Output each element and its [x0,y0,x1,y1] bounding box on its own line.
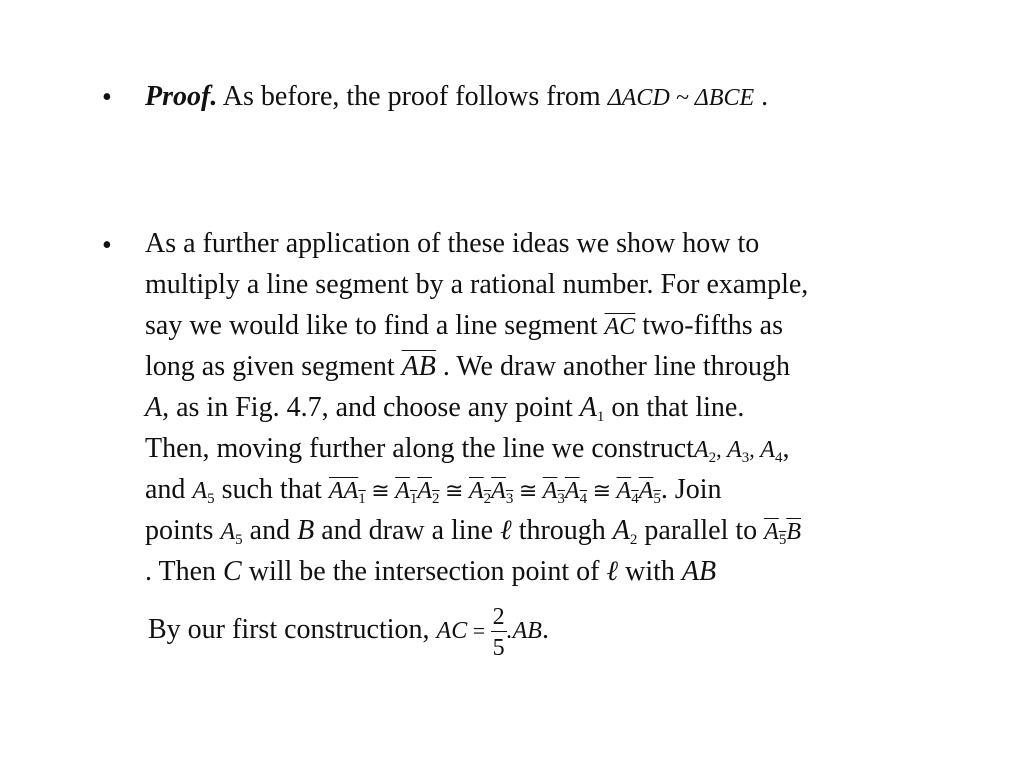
a2-sub: 2 [708,450,717,466]
fraction-two-fifths [491,605,507,660]
text-line-6-end: , [782,433,790,464]
text-line-5-end: on that line. [604,392,745,423]
cong-3: ≅ [513,478,543,503]
cong-4: ≅ [587,478,617,503]
text-line-8-parallel: parallel to [637,515,765,546]
text-line-1: As a further application of these ideas we show how to [145,228,760,259]
text-line-3-end: two-fifths as [635,310,784,341]
text-line-5-mid: , as in Fig. 4.7, and choose any point [162,392,580,423]
a3-sub: 3 [741,450,750,466]
segment-ab-2: AB [681,556,717,587]
point-a: A [145,392,163,423]
text-line-4-start: long as given segment [145,351,402,382]
eq-lhs: AC [436,618,468,645]
points-a2-a3-a4 [693,437,783,466]
seg-a1a2-l2: A [417,478,433,504]
a4-letter: A [760,437,775,463]
text-line-9-start: . Then [145,556,224,587]
text-line-9-with: with [618,556,682,587]
point-a5 [192,478,215,507]
line-ell-2: ℓ [606,556,619,587]
a2-letter: A [693,437,709,463]
pa2-letter: A [612,515,630,546]
seg-a2a3-l2: A [491,478,506,504]
fraction-denominator: 5 [492,635,505,661]
point-a1-sub: 1 [596,409,605,425]
eq-rhs: .AB [506,618,542,645]
seg-a1a2-s1: 1 [409,491,418,507]
seg-a2a3-s2: 3 [505,491,514,507]
seg-a4a5 [616,478,661,507]
congruence-chain [328,478,661,507]
eq-sign: = [467,618,491,644]
text-line-9 [145,555,716,589]
text-line-9-mid: will be the intersection point of [241,556,607,587]
text-line-8-through: through [511,515,613,546]
segment-a5b [764,519,801,548]
seg-aa1 [328,478,366,507]
segment-ac: $\overline{AC}$ [604,314,636,340]
proof-end: . [754,81,769,112]
seg-a4a5-s1: 4 [631,491,639,507]
a5-sub: 5 [207,491,215,507]
point-a1-letter: A [579,392,597,423]
seg-a3a4-s2: 4 [579,491,588,507]
seg-a2a3-l1: A [468,478,484,504]
text-line-7-mid: such that [214,474,329,505]
text-line-6 [145,432,789,475]
proof-paragraph [145,80,768,115]
proof-text: As before, the proof follows from [217,81,608,112]
text-line-3 [145,309,783,344]
a5-letter: A [192,478,208,504]
seg-a4a5-l2: A [638,478,654,504]
text-line-8-mid: and draw a line [314,515,501,546]
seg-a3a4-l1: A [542,478,558,504]
a3-letter: A [727,437,742,463]
text-line-5 [145,391,744,434]
seg-a4a5-s2: 5 [653,491,661,507]
seg-a2a3 [468,478,514,507]
seg-aa1-letters: AA [328,478,359,504]
sep-1: , [716,437,728,462]
seg-a3a4 [542,478,588,507]
sep-2: , [749,437,761,462]
fraction-numerator: 2 [492,604,505,630]
bullet-2: • [102,230,112,261]
seg-aa1-sub: 1 [358,491,366,507]
point-a5-b [220,519,243,548]
point-c: C [223,556,242,587]
text-line-3-start: say we would like to find a line segment [145,310,605,341]
text-line-8-and: and [242,515,298,546]
cong-1: ≅ [365,478,396,503]
seg-a3a4-s1: 3 [557,491,565,507]
a5b-seg-b: B [786,519,801,545]
text-line-10-end: . [541,614,549,646]
a5b-seg-sub: 5 [778,532,787,548]
similar-triangles-formula: ΔACD ~ ΔBCE [607,85,755,111]
segment-ab: $\overline{AB}$ [401,351,436,382]
a5b-letter: A [220,519,236,545]
a5b-seg-letter: A [764,519,779,545]
seg-a1a2-s2: 2 [432,491,440,507]
text-line-6-start: Then, moving further along the line we construct [145,433,694,464]
line-ell: ℓ [500,515,512,546]
text-line-8-start: points [145,515,221,546]
text-line-7-end: . Join [660,474,722,505]
seg-a1a2-l1: A [395,478,410,504]
a5b-sub: 5 [235,532,243,548]
point-a1 [580,392,605,423]
seg-a1a2 [395,478,440,507]
text-line-2: multiply a line segment by a rational number. For example, [145,269,809,300]
cong-2: ≅ [439,478,469,503]
pa2-sub: 2 [629,532,638,548]
final-equation [436,604,542,661]
text-line-4 [145,350,790,384]
seg-a4a5-l1: A [616,478,632,504]
text-line-7-start: and [145,474,193,505]
text-line-7 [145,473,722,516]
point-a2 [613,515,638,546]
text-line-10-start: By our first construction, [148,614,437,646]
text-line-10 [148,605,549,660]
bullet-1: • [102,82,112,113]
text-line-8 [145,514,801,557]
seg-a3a4-l2: A [564,478,580,504]
a4-sub: 4 [774,450,783,466]
point-b: B [297,515,315,546]
text-line-4-end: . We draw another line through [435,351,790,382]
seg-a2a3-s1: 2 [483,491,492,507]
proof-label: Proof. [145,81,218,112]
